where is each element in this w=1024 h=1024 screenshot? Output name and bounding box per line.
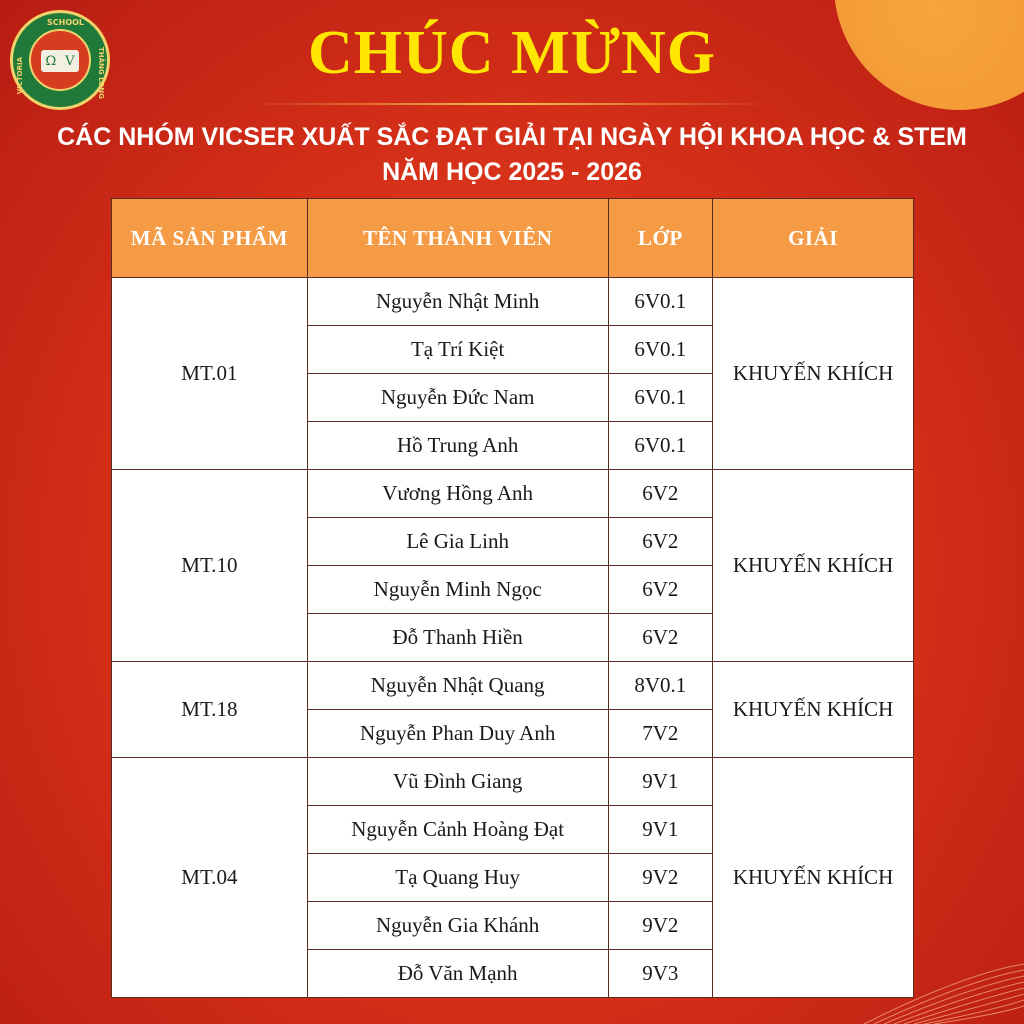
table-row bbox=[112, 470, 914, 518]
product-code-cell: MT.01 bbox=[112, 278, 308, 470]
member-name-cell: Vũ Đình Giang bbox=[307, 758, 608, 806]
awards-table bbox=[111, 198, 914, 998]
subtitle-line-2: NĂM HỌC 2025 - 2026 bbox=[382, 158, 642, 186]
class-cell: 6V2 bbox=[608, 518, 712, 566]
subtitle-line-1: CÁC NHÓM VICSER XUẤT SẮC ĐẠT GIẢI TẠI NGÀY HỘI KHOA HỌC & STEM bbox=[57, 123, 967, 151]
class-cell: 9V2 bbox=[608, 902, 712, 950]
member-name-cell: Nguyễn Nhật Quang bbox=[307, 662, 608, 710]
class-cell: 6V2 bbox=[608, 470, 712, 518]
member-name-cell: Đỗ Thanh Hiền bbox=[307, 614, 608, 662]
award-cell: KHUYẾN KHÍCH bbox=[713, 758, 914, 998]
header-product-code: MÃ SẢN PHẨM bbox=[112, 199, 308, 278]
member-name-cell: Đỗ Văn Mạnh bbox=[307, 950, 608, 998]
member-name-cell: Vương Hồng Anh bbox=[307, 470, 608, 518]
header-class: LỚP bbox=[608, 199, 712, 278]
logo-omega: Ω bbox=[45, 53, 57, 69]
table-row bbox=[112, 278, 914, 326]
class-cell: 7V2 bbox=[608, 710, 712, 758]
class-cell: 6V0.1 bbox=[608, 326, 712, 374]
logo-left-text: VICTORIA bbox=[16, 57, 24, 95]
class-cell: 6V0.1 bbox=[608, 278, 712, 326]
class-cell: 6V0.1 bbox=[608, 374, 712, 422]
class-cell: 9V1 bbox=[608, 758, 712, 806]
award-cell: KHUYẾN KHÍCH bbox=[713, 662, 914, 758]
member-name-cell: Tạ Trí Kiệt bbox=[307, 326, 608, 374]
table-row bbox=[112, 758, 914, 806]
award-cell: KHUYẾN KHÍCH bbox=[713, 278, 914, 470]
class-cell: 9V1 bbox=[608, 806, 712, 854]
table-header-row bbox=[112, 199, 914, 278]
logo-right-text: THĂNG LONG bbox=[97, 47, 105, 99]
member-name-cell: Hồ Trung Anh bbox=[307, 422, 608, 470]
product-code-cell: MT.04 bbox=[112, 758, 308, 998]
table-row bbox=[112, 662, 914, 710]
logo-v: V bbox=[65, 53, 75, 69]
product-code-cell: MT.18 bbox=[112, 662, 308, 758]
member-name-cell: Tạ Quang Huy bbox=[307, 854, 608, 902]
title-divider bbox=[250, 103, 770, 105]
header-member-name: TÊN THÀNH VIÊN bbox=[307, 199, 608, 278]
class-cell: 6V0.1 bbox=[608, 422, 712, 470]
member-name-cell: Nguyễn Đức Nam bbox=[307, 374, 608, 422]
product-code-cell: MT.10 bbox=[112, 470, 308, 662]
class-cell: 6V2 bbox=[608, 614, 712, 662]
member-name-cell: Nguyễn Phan Duy Anh bbox=[307, 710, 608, 758]
member-name-cell: Nguyễn Gia Khánh bbox=[307, 902, 608, 950]
class-cell: 6V2 bbox=[608, 566, 712, 614]
class-cell: 8V0.1 bbox=[608, 662, 712, 710]
logo-top-text: SCHOOL bbox=[47, 18, 85, 27]
member-name-cell: Nguyễn Cảnh Hoàng Đạt bbox=[307, 806, 608, 854]
award-cell: KHUYẾN KHÍCH bbox=[713, 470, 914, 662]
table-body bbox=[112, 278, 914, 998]
class-cell: 9V2 bbox=[608, 854, 712, 902]
header-award: GIẢI bbox=[713, 199, 914, 278]
page-title: CHÚC MỪNG bbox=[308, 19, 716, 87]
member-name-cell: Nguyễn Nhật Minh bbox=[307, 278, 608, 326]
class-cell: 9V3 bbox=[608, 950, 712, 998]
member-name-cell: Nguyễn Minh Ngọc bbox=[307, 566, 608, 614]
member-name-cell: Lê Gia Linh bbox=[307, 518, 608, 566]
